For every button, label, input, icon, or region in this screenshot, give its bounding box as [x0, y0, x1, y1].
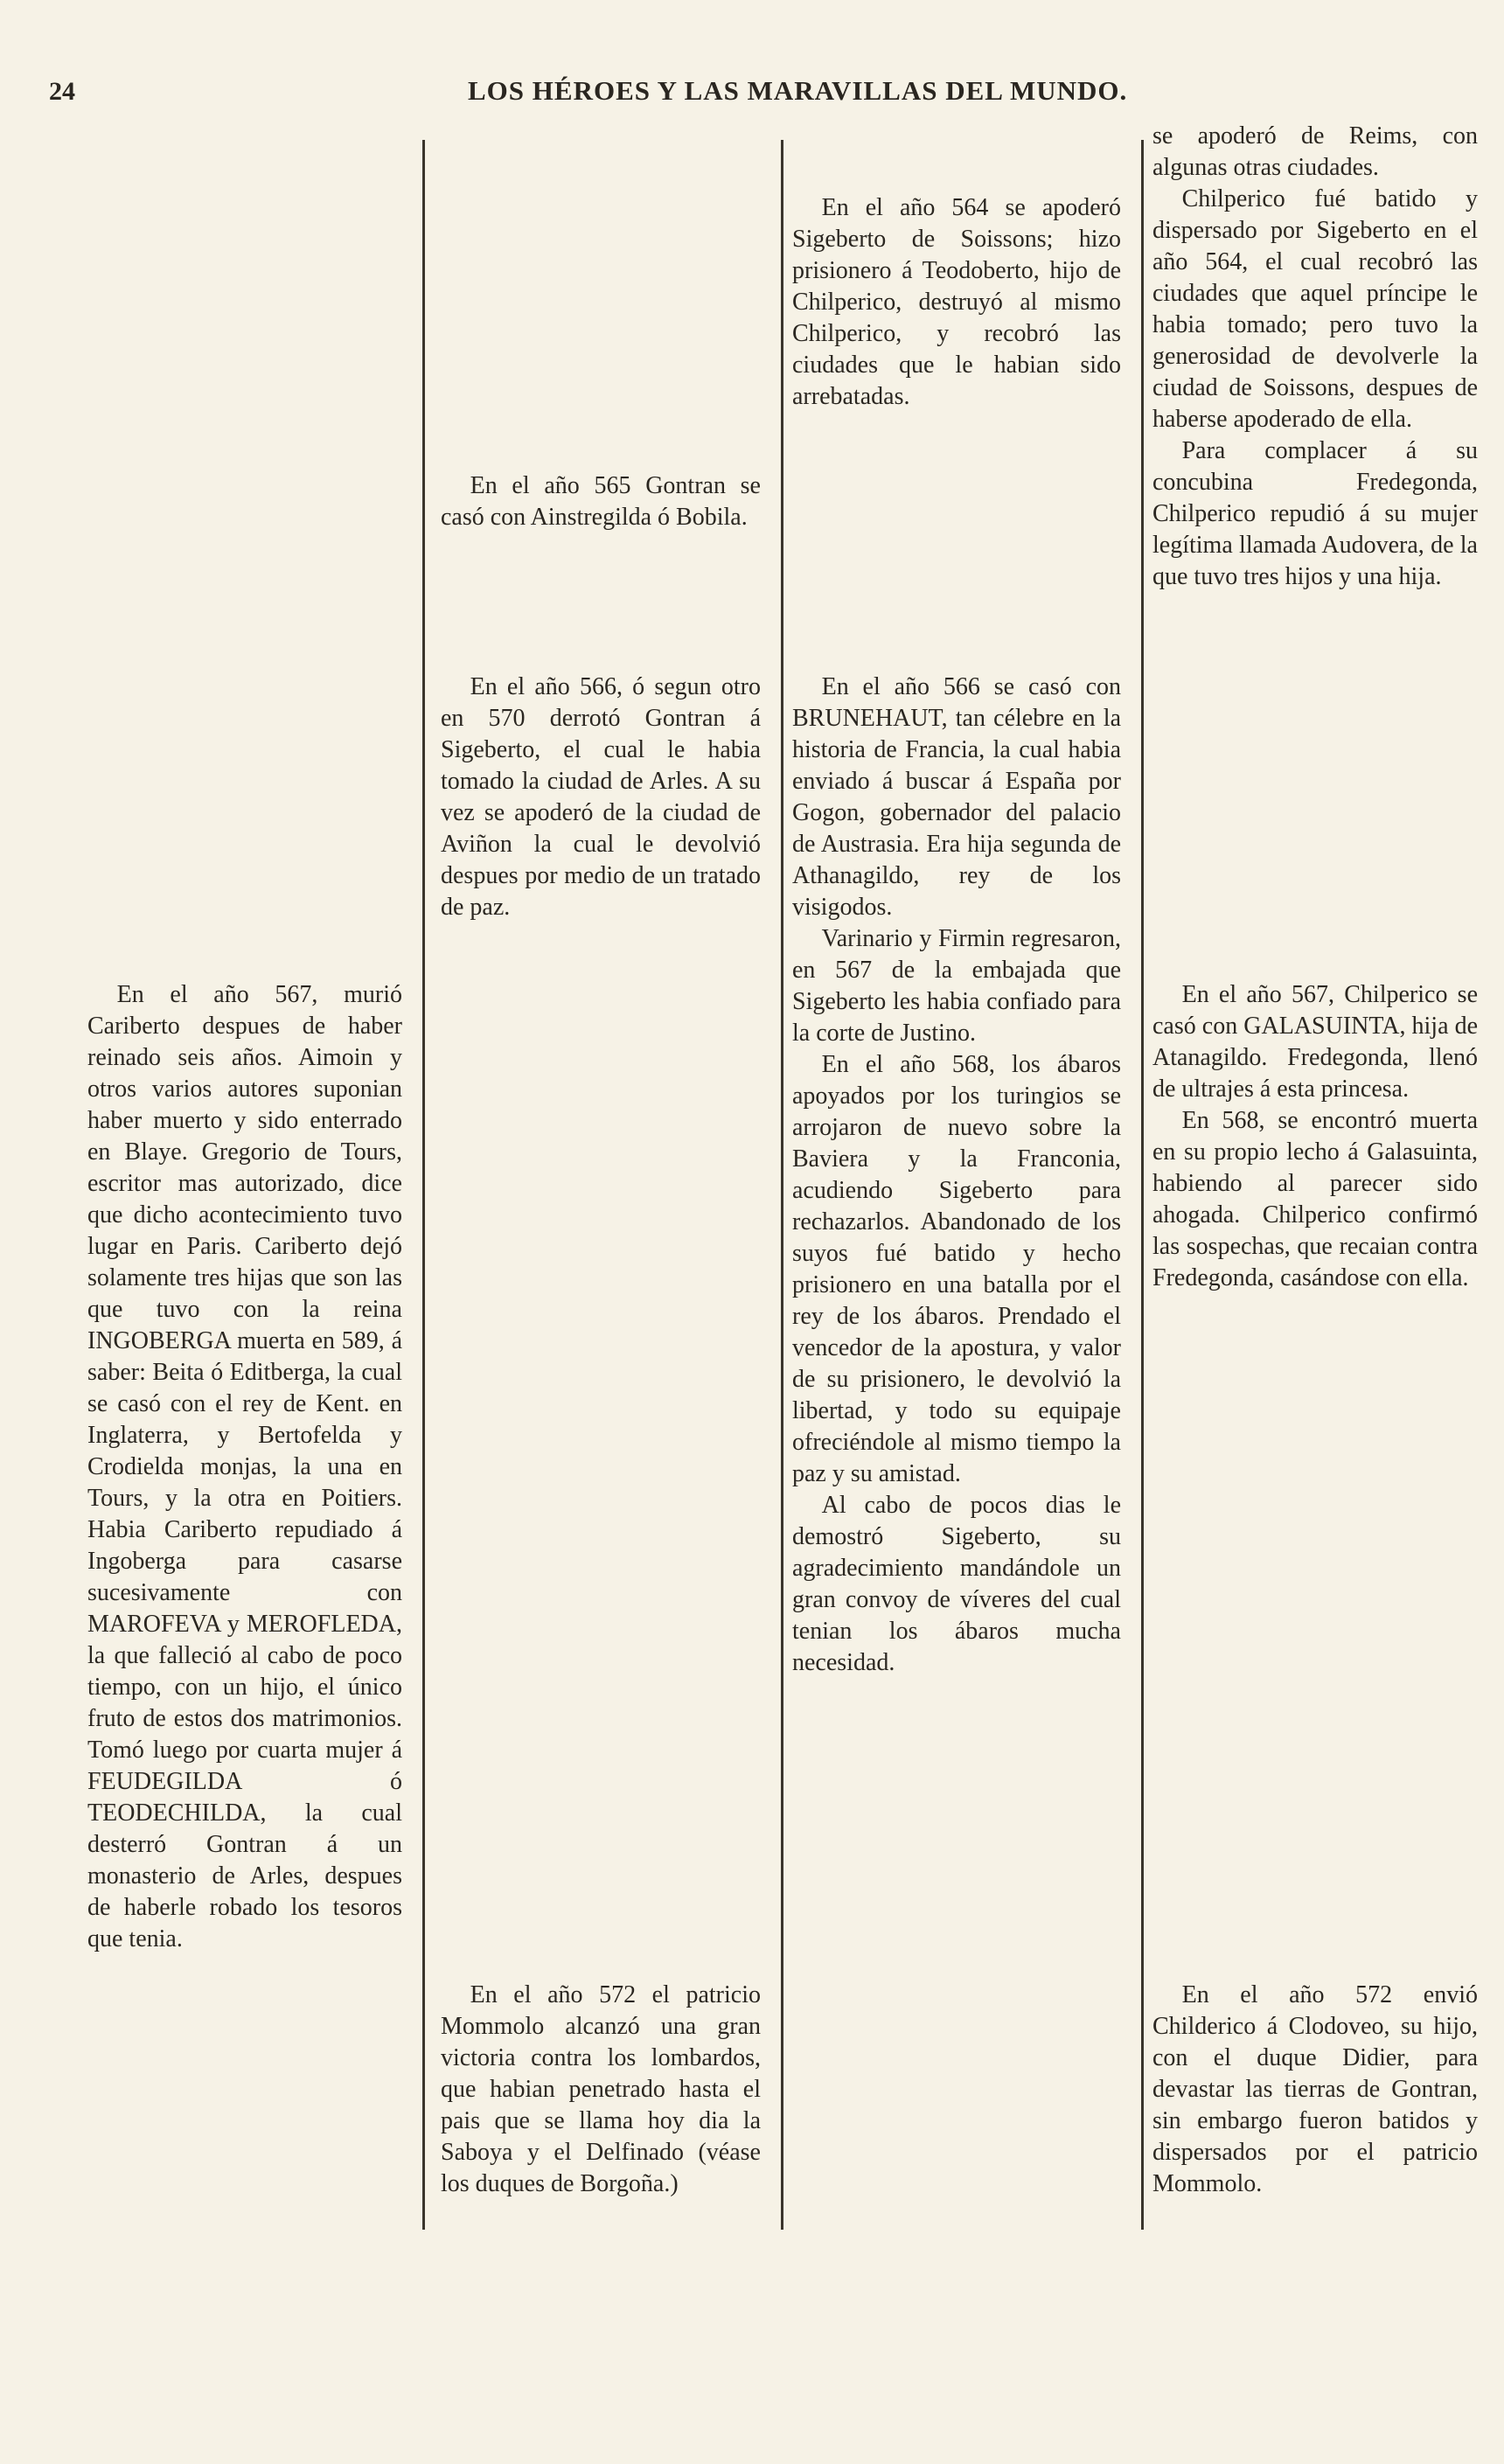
entry-566-gontran-sigeberto [441, 672, 761, 923]
paragraph: En el año 564 se apoderó Sigeberto de Soissons; hizo prisionero á Teodoberto, hijo de Chilperico, destruyó al mismo Chilperico, y recobró las ciudades que le habian sido arrebatadas. [792, 194, 1121, 410]
entry-566-brunehaut [792, 672, 1121, 1679]
paragraph: En el año 565 Gontran se casó con Ainstregilda ó Bobila. [441, 472, 761, 531]
paragraph: En el año 572 el patricio Mommolo alcanzó una gran victoria contra los lombardos, que habian penetrado hasta el pais que se llama hoy dia la Saboya y el Delfinado (véase los duques de Borgoña.) [441, 1981, 761, 2197]
entry-567-galasuinta [1152, 979, 1478, 1294]
paragraph: Varinario y Firmin regresaron, en 567 de la embajada que Sigeberto les habia confiado para la corte de Justino. [792, 925, 1121, 1047]
entry-572-childerico [1152, 1980, 1478, 2200]
entry-564-sigeberto-soissons [792, 192, 1121, 413]
page-number: 24 [49, 77, 75, 106]
entry-chilperico-reims [1152, 121, 1478, 593]
paragraph: En el año 568, los ábaros apoyados por los turingios se arrojaron de nuevo sobre la Baviera y la Franconia, acudiendo Sigeberto para rechazarlos. Abandonado de los suyos fué batido y hecho prisionero en una batalla por el rey de los ábaros. Prendado el vencedor de la apostura, y valor de su prisionero, le devolvió la libertad, y todo su equipaje ofreciéndole al mismo tiempo la paz y su amistad. [792, 1051, 1121, 1487]
column-rule-1 [422, 140, 425, 2230]
paragraph: Al cabo de pocos dias le demostró Sigeberto, su agradecimiento mandándole un gran convoy de víveres del cual tenian los ábaros mucha necesidad. [792, 1492, 1121, 1676]
running-title: LOS HÉROES Y LAS MARAVILLAS DEL MUNDO. [468, 75, 1128, 106]
paragraph: En el año 567, murió Cariberto despues de haber reinado seis años. Aimoin y otros varios autores suponian haber muerto y sido enterrado en Blaye. Gregorio de Tours, escritor mas autorizado, dice que dicho acontecimiento tuvo lugar en Paris. Cariberto dejó solamente tres hijas que son las que tuvo con la reina INGOBERGA muerta en 589, á saber: Beita ó Editberga, la cual se casó con el rey de Kent. en Inglaterra, y Bertofelda y Crodielda monjas, la una en Tours, y la otra en Poitiers. Habia Cariberto repudiado á Ingoberga para casarse sucesivamente con MAROFEVA y MEROFLEDA, la que falleció al cabo de poco tiempo, con un hijo, el único fruto de estos dos matrimonios. Tomó luego por cuarta mujer á FEUDEGILDA ó TEODECHILDA, la cual desterró Gontran á un monasterio de Arles, despues de haberle robado los tesoros que tenia. [87, 981, 402, 1952]
column-rule-2 [781, 140, 783, 2230]
paragraph: En el año 566, ó segun otro en 570 derrotó Gontran á Sigeberto, el cual le habia tomado la ciudad de Arles. A su vez se apoderó de la ciudad de Aviñon la cual le devolvió despues por medio de un tratado de paz. [441, 673, 761, 921]
entry-567-cariberto [87, 979, 402, 1955]
paragraph: se apoderó de Reims, con algunas otras ciudades. [1152, 122, 1478, 181]
column-rule-3 [1141, 140, 1144, 2230]
paragraph: Chilperico fué batido y dispersado por Sigeberto en el año 564, el cual recobró las ciudades que aquel príncipe le habia tomado; pero tuvo la generosidad de devolverle la ciudad de Soissons, despues de haberse apoderado de ella. [1152, 185, 1478, 433]
paragraph: En el año 572 envió Childerico á Clodoveo, su hijo, con el duque Didier, para devastar las tierras de Gontran, sin embargo fueron batidos y dispersados por el patricio Mommolo. [1152, 1981, 1478, 2197]
paragraph: Para complacer á su concubina Fredegonda, Chilperico repudió á su mujer legítima llamada Audovera, de la que tuvo tres hijos y una hija. [1152, 437, 1478, 590]
entry-565-gontran-marriage [441, 470, 761, 533]
paragraph: En 568, se encontró muerta en su propio lecho á Galasuinta, habiendo al parecer sido ahogada. Chilperico confirmó las sospechas, que recaian contra Fredegonda, casándose con ella. [1152, 1107, 1478, 1291]
entry-572-mommolo [441, 1980, 761, 2200]
paragraph: En el año 566 se casó con BRUNEHAUT, tan célebre en la historia de Francia, la cual habia enviado á buscar á España por Gogon, gobernador del palacio de Austrasia. Era hija segunda de Athanagildo, rey de los visigodos. [792, 673, 1121, 921]
paragraph: En el año 567, Chilperico se casó con GALASUINTA, hija de Atanagildo. Fredegonda, llenó de ultrajes á esta princesa. [1152, 981, 1478, 1103]
